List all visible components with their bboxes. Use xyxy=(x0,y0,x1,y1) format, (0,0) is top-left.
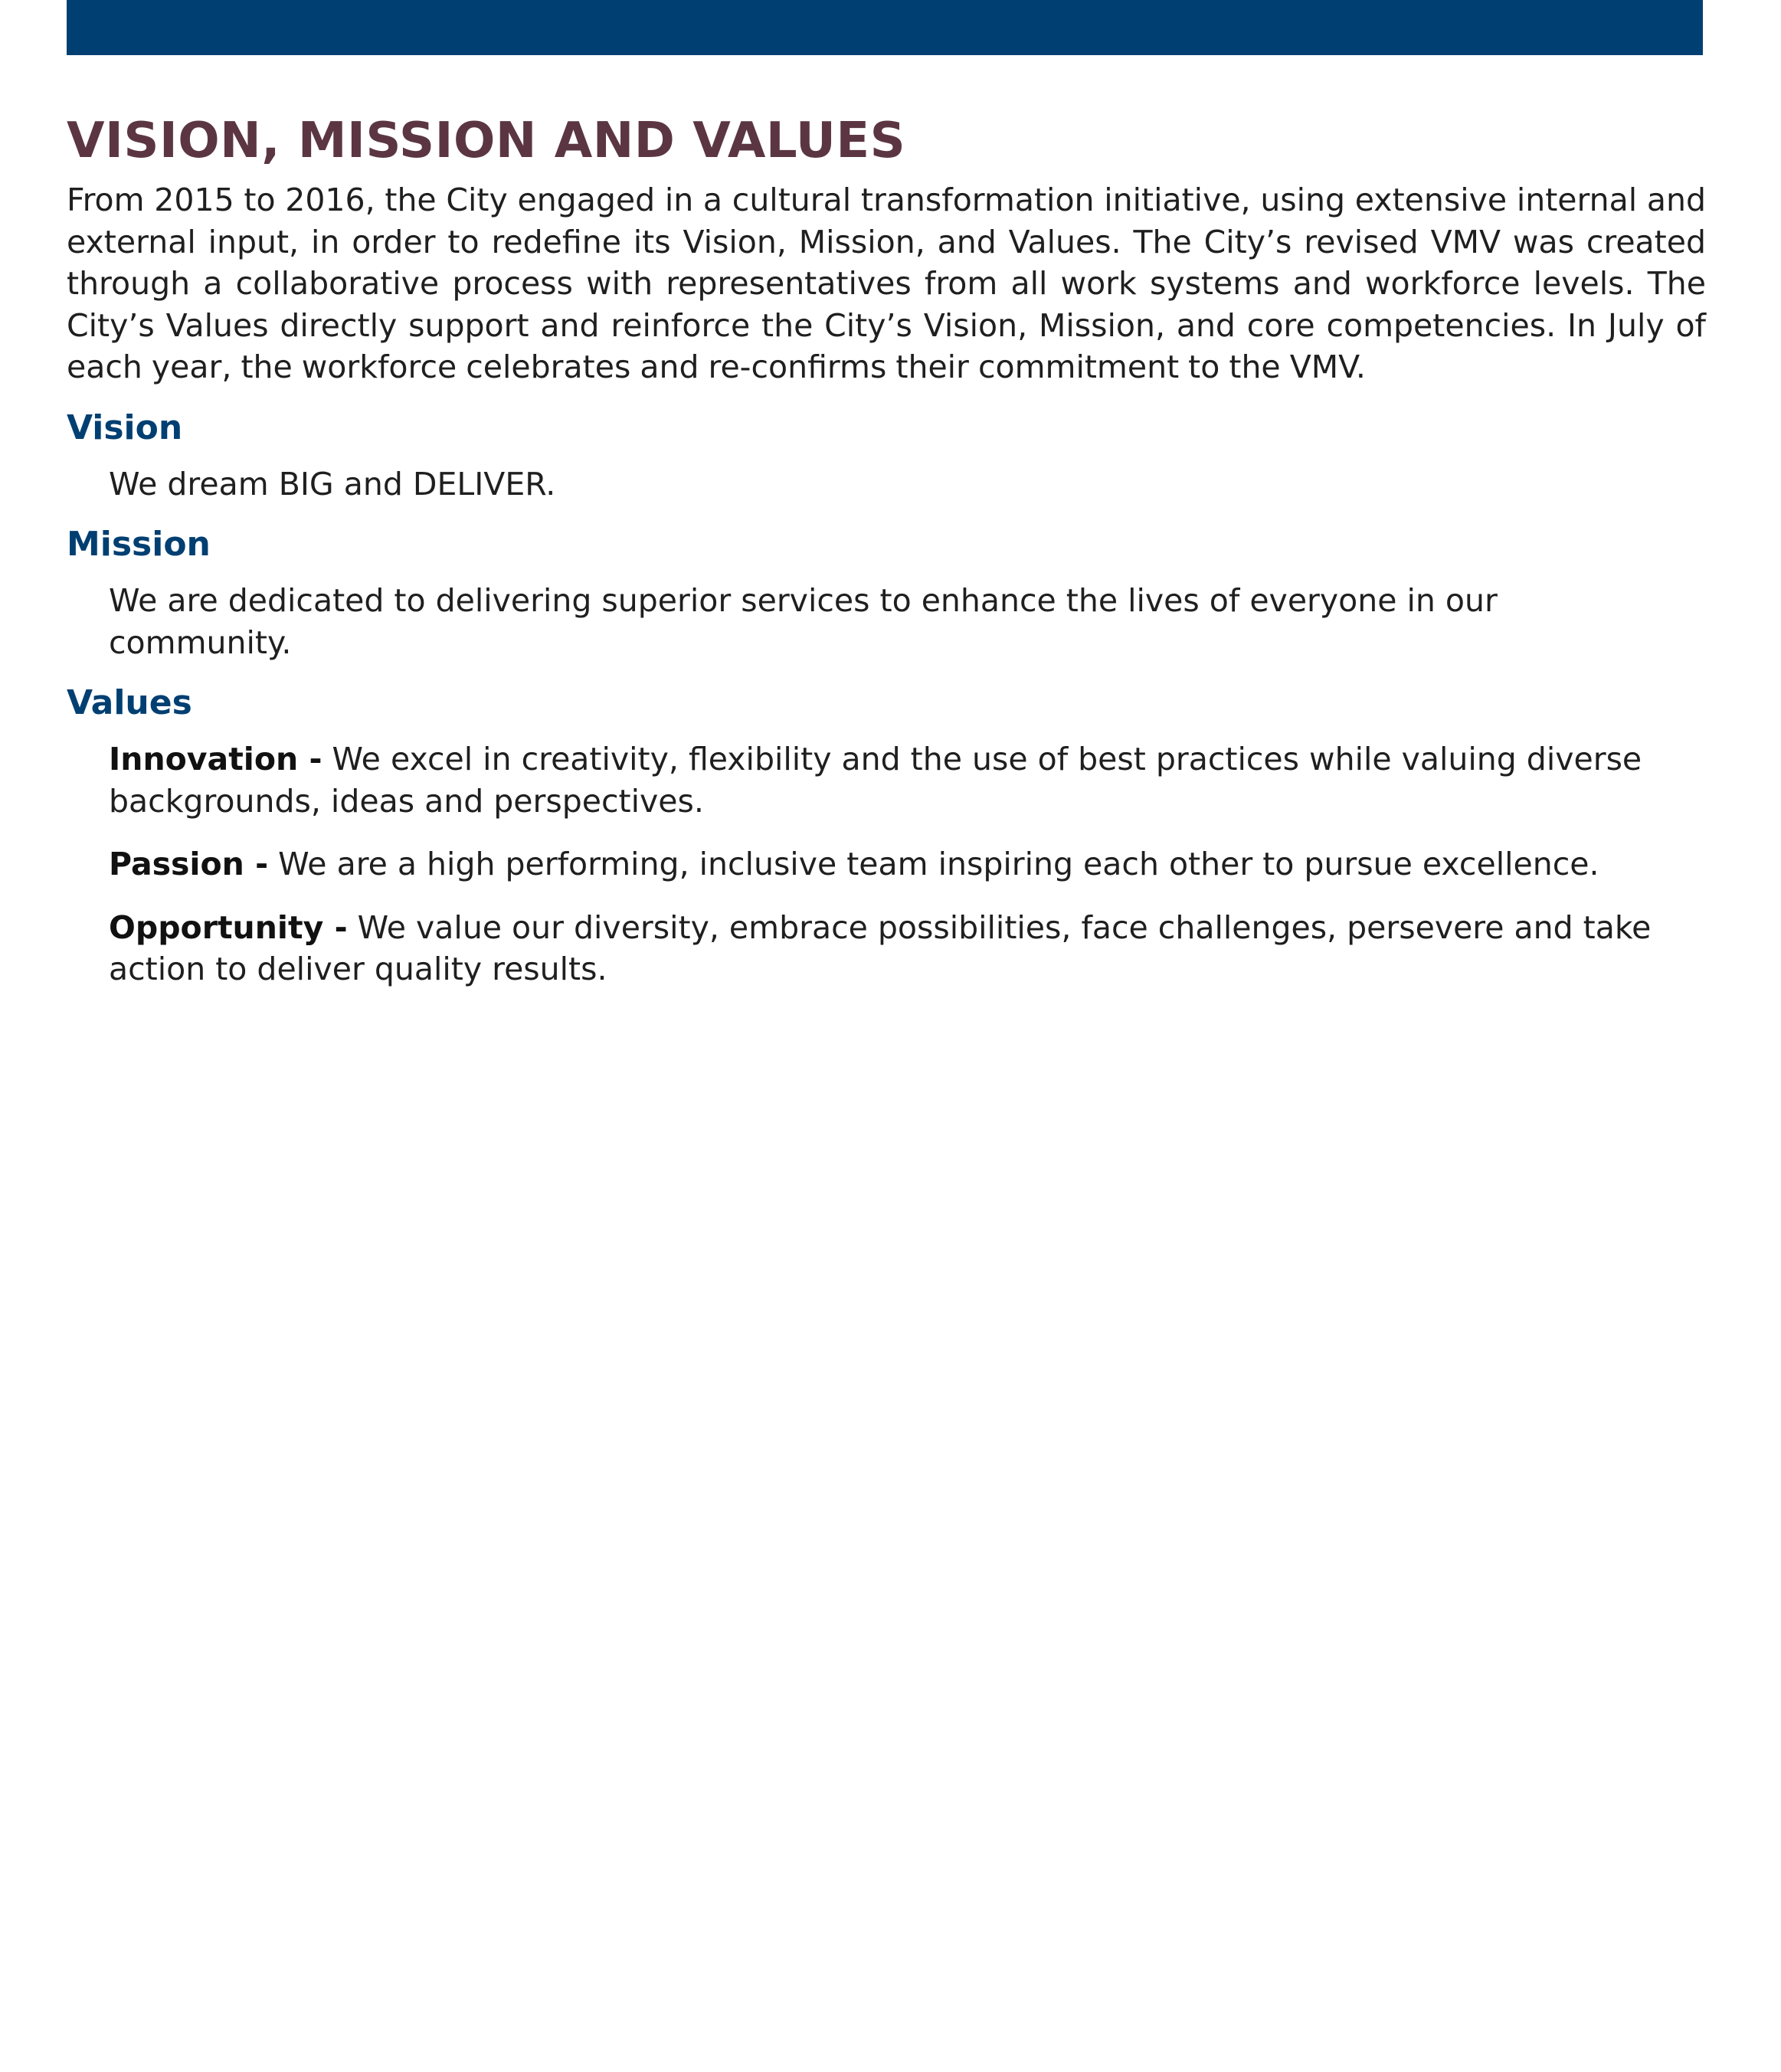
mission-heading: Mission xyxy=(67,525,211,564)
page-title: VISION, MISSION AND VALUES xyxy=(67,113,906,169)
value-name: Opportunity - xyxy=(109,908,348,946)
value-name: Innovation - xyxy=(109,741,322,777)
value-description: We excel in creativity, flexibility and the use of best practices while valuing diverse backgrounds, ideas and perspectives. xyxy=(109,741,1642,820)
value-item-innovation xyxy=(109,738,1679,822)
document-body xyxy=(67,107,1706,1012)
mission-statement: We are dedicated to delivering superior services to enhance the lives of everyone in our community. xyxy=(109,582,1498,661)
vision-statement: We dream BIG and DELIVER. xyxy=(109,465,556,502)
intro-paragraph: From 2015 to 2016, the City engaged in a cultural transformation initiative, using extensive internal and external input, in order to redefine its Vision, Mission, and Values. The City’s revised VMV was created through a collaborative process with representatives from all work systems and workforce levels. The City’s Values directly support and reinforce the City’s Vision, Mission, and core competencies. In July of each year, the workforce celebrates and re-confirms their commitment to the VMV. xyxy=(67,182,1706,385)
value-name: Passion - xyxy=(109,846,269,882)
value-description: We value our diversity, embrace possibilities, face challenges, persevere and take action to deliver quality results. xyxy=(109,908,1652,987)
value-item-opportunity xyxy=(109,907,1679,990)
value-item-passion xyxy=(109,843,1679,885)
values-heading: Values xyxy=(67,683,192,722)
top-banner xyxy=(67,0,1703,55)
vision-heading: Vision xyxy=(67,408,183,447)
value-description: We are a high performing, inclusive team inspiring each other to pursue excellence. xyxy=(278,846,1599,882)
